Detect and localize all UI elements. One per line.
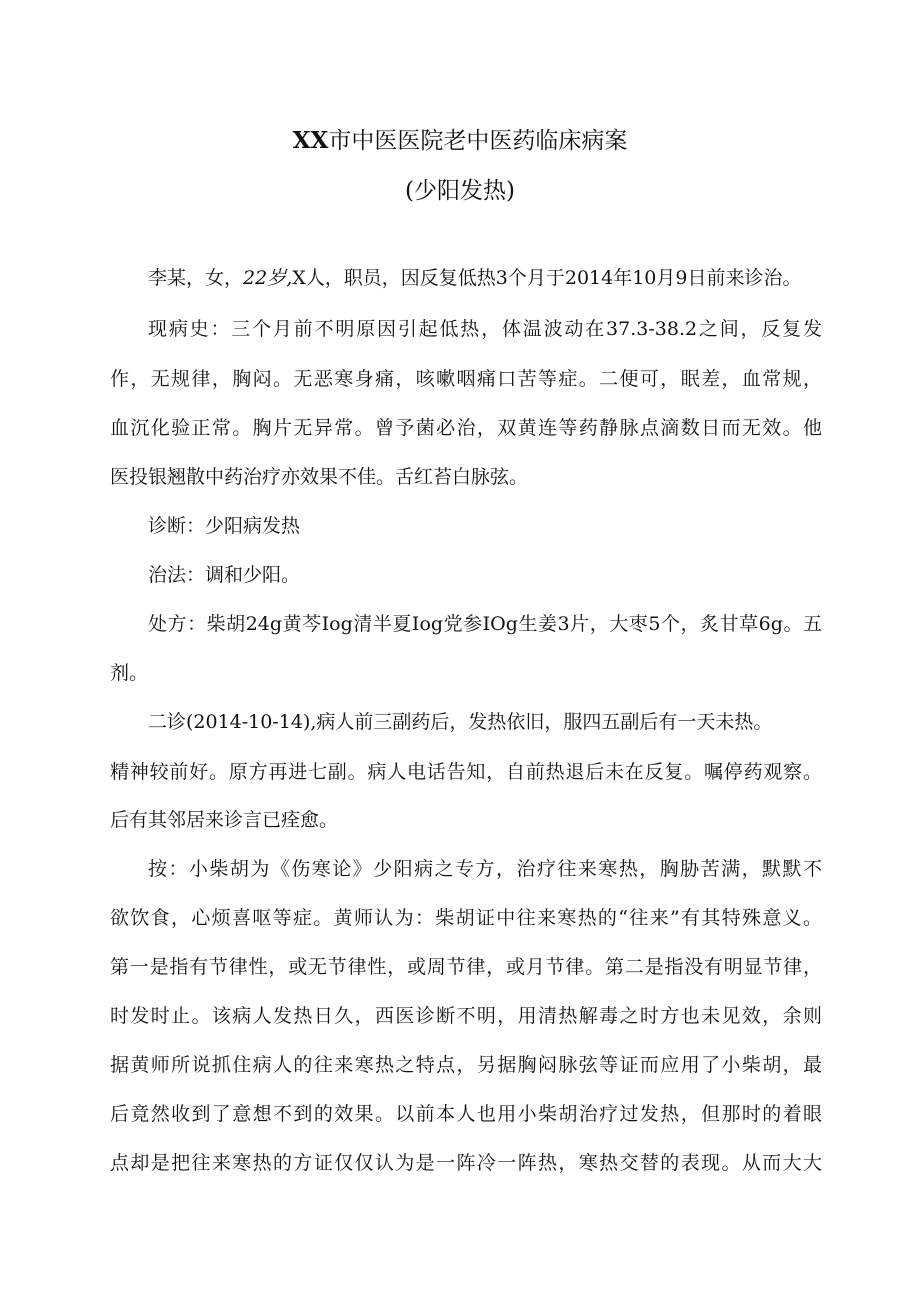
- patient-info: [148, 264, 822, 292]
- second-visit-line: 精神较前好。原方再进七副。病人电话告知，自前热退后未在反复。嘱停药观察。: [110, 761, 822, 783]
- second-visit-line: 后有其邻居来诊言已痊愈。: [110, 809, 339, 831]
- commentary-line: 按：小柴胡为《伤寒论》少阳病之专方，治疗往来寒热，胸胁苦满，默默不: [148, 858, 822, 880]
- prescription-line: 处方：柴胡24g黄芩Iog清半夏Iog党参IOg生姜3片，大枣5个，炙甘草6g。五: [148, 613, 822, 635]
- patient-info-a: 李某，女，: [148, 267, 244, 289]
- title-city-placeholder: XX: [292, 127, 329, 154]
- document-title: [0, 126, 920, 156]
- title-main: 市中医医院老中医药临床病案: [328, 128, 628, 154]
- patient-age: 22岁,: [243, 267, 293, 289]
- commentary-line: 据黄师所说抓住病人的往来寒热之特点，另据胸闷脉弦等证而应用了小柴胡，最: [110, 1054, 822, 1076]
- history-line: 作，无规律，胸闷。无恶寒身痛，咳嗽咽痛口苦等症。二便可，眠差，血常规，: [110, 368, 822, 390]
- history-line: 血沉化验正常。胸片无异常。曾予菌必治，双黄连等药静脉点滴数日而无效。他: [110, 417, 822, 439]
- history-line: 医投银翘散中药治疗亦效果不佳。舌红苔白脉弦。: [110, 466, 529, 488]
- commentary-line: 点却是把往来寒热的方证仅仅认为是一阵冷一阵热，寒热交替的表现。从而大大: [110, 1152, 822, 1174]
- second-visit-line: 二诊(2014-10-14),病人前三副药后，发热依旧，服四五副后有一天未热。: [148, 711, 773, 733]
- treatment-method: 治法：调和少阳。: [148, 564, 301, 586]
- history-line: 现病史：三个月前不明原因引起低热，体温波动在37.3-38.2之间，反复发: [148, 318, 822, 340]
- document-subtitle: (少阳发热): [405, 178, 515, 204]
- commentary-line: 时发时止。该病人发热日久，西医诊断不明，用清热解毒之时方也未见效，余则: [110, 1005, 822, 1027]
- commentary-line: 第一是指有节律性，或无节律性，或周节律，或月节律。第二是指没有明显节律，: [110, 956, 822, 978]
- patient-info-b: X人，职员，因反复低热3个月于2014年10月9日前来诊治。: [292, 267, 802, 289]
- commentary-line: 欲饮食，心烦喜呕等症。黄师认为：柴胡证中往来寒热的“往来”有其特殊意义。: [110, 907, 822, 929]
- prescription-line: 剂。: [110, 662, 149, 684]
- diagnosis: 诊断：少阳病发热: [148, 515, 301, 537]
- commentary-line: 后竟然收到了意想不到的效果。以前本人也用小柴胡治疗过发热，但那时的着眼: [110, 1103, 822, 1125]
